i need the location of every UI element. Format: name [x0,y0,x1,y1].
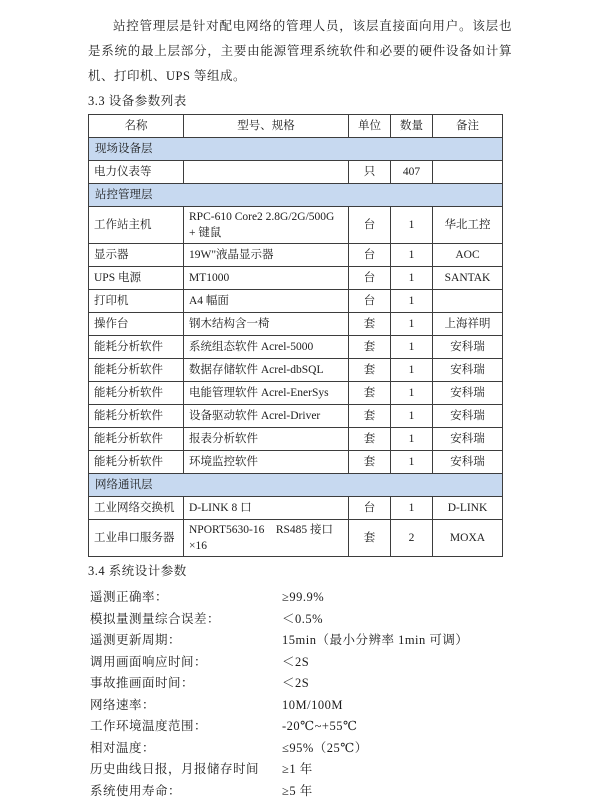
cell-qty: 1 [391,382,433,405]
cell-name: 显示器 [89,244,184,267]
cell-qty: 1 [391,359,433,382]
parameter-value: ＜2S [282,652,512,674]
parameter-label: 历史曲线日报，月报储存时间 [90,759,282,781]
parameter-label: 相对温度： [90,738,282,760]
cell-qty: 1 [391,497,433,520]
cell-qty: 1 [391,428,433,451]
cell-note: 安科瑞 [433,428,503,451]
parameter-label: 网络速率： [90,695,282,717]
cell-qty: 1 [391,451,433,474]
design-parameters-list [88,587,512,802]
parameter-label: 遥测更新周期： [90,630,282,652]
table-section-row [89,184,503,207]
cell-model: 19W"液晶显示器 [184,244,349,267]
cell-name: 能耗分析软件 [89,428,184,451]
cell-model: 环境监控软件 [184,451,349,474]
parameter-value: 15min（最小分辨率 1min 可调） [282,630,512,652]
parameter-row [90,609,512,631]
cell-name: 操作台 [89,313,184,336]
cell-note [433,290,503,313]
cell-unit: 台 [349,290,391,313]
table-row [89,405,503,428]
cell-unit: 台 [349,267,391,290]
cell-note: MOXA [433,520,503,557]
table-row [89,520,503,557]
cell-model: RPC-610 Core2 2.8G/2G/500G + 键鼠 [184,207,349,244]
cell-unit: 套 [349,428,391,451]
cell-model: 系统组态软件 Acrel-5000 [184,336,349,359]
table-row [89,497,503,520]
table-row [89,359,503,382]
cell-qty: 1 [391,336,433,359]
cell-unit: 套 [349,382,391,405]
cell-qty: 1 [391,244,433,267]
cell-model: 报表分析软件 [184,428,349,451]
cell-unit: 套 [349,359,391,382]
table-row [89,313,503,336]
cell-note: 安科瑞 [433,359,503,382]
parameter-row [90,738,512,760]
cell-note: 安科瑞 [433,336,503,359]
cell-name: 工作站主机 [89,207,184,244]
cell-name: 能耗分析软件 [89,359,184,382]
header-name: 名称 [89,115,184,138]
cell-unit: 只 [349,161,391,184]
cell-qty: 1 [391,405,433,428]
section-label: 站控管理层 [89,184,503,207]
cell-unit: 套 [349,405,391,428]
cell-model: D-LINK 8 口 [184,497,349,520]
cell-unit: 套 [349,520,391,557]
cell-name: 能耗分析软件 [89,336,184,359]
cell-note [433,161,503,184]
cell-unit: 套 [349,336,391,359]
cell-model: 钢木结构含一椅 [184,313,349,336]
section-34-heading: 3.4 系统设计参数 [88,561,512,581]
cell-note: 上海祥明 [433,313,503,336]
section-33-heading: 3.3 设备参数列表 [88,91,512,111]
table-row [89,207,503,244]
parameter-label: 事故推画面时间： [90,673,282,695]
cell-qty: 1 [391,207,433,244]
section-label: 网络通讯层 [89,474,503,497]
table-row [89,290,503,313]
parameter-value: ＜2S [282,673,512,695]
table-row [89,382,503,405]
parameter-value: -20℃~+55℃ [282,716,512,738]
cell-note: 安科瑞 [433,405,503,428]
cell-note: D-LINK [433,497,503,520]
parameter-row [90,716,512,738]
intro-paragraph: 站控管理层是针对配电网络的管理人员，该层直接面向用户。该层也是系统的最上层部分，主要由能源管理系统软件和必要的硬件设备如计算机、打印机、UPS 等组成。 [88,14,512,89]
cell-name: 电力仪表等 [89,161,184,184]
table-row [89,244,503,267]
parameter-row [90,695,512,717]
table-row [89,451,503,474]
cell-qty: 2 [391,520,433,557]
parameter-label: 工作环境温度范围： [90,716,282,738]
cell-name: 打印机 [89,290,184,313]
cell-model: A4 幅面 [184,290,349,313]
parameter-row [90,673,512,695]
cell-name: 工业网络交换机 [89,497,184,520]
cell-model: 数据存储软件 Acrel-dbSQL [184,359,349,382]
cell-qty: 1 [391,313,433,336]
parameter-value: ≥99.9% [282,587,512,609]
equipment-table-body [89,138,503,557]
cell-unit: 套 [349,451,391,474]
cell-note: 华北工控 [433,207,503,244]
table-row [89,336,503,359]
parameter-value: ≥5 年 [282,781,512,802]
cell-name: 能耗分析软件 [89,382,184,405]
cell-unit: 台 [349,497,391,520]
header-quantity: 数量 [391,115,433,138]
cell-note: 安科瑞 [433,382,503,405]
cell-qty: 1 [391,267,433,290]
parameter-label: 调用画面响应时间： [90,652,282,674]
cell-model: MT1000 [184,267,349,290]
table-header-row [89,115,503,138]
cell-name: 能耗分析软件 [89,405,184,428]
parameter-label: 模拟量测量综合误差： [90,609,282,631]
cell-unit: 套 [349,313,391,336]
cell-model: 设备驱动软件 Acrel-Driver [184,405,349,428]
table-section-row [89,474,503,497]
parameter-label: 遥测正确率： [90,587,282,609]
header-remark: 备注 [433,115,503,138]
cell-name: 工业串口服务器 [89,520,184,557]
cell-qty: 1 [391,290,433,313]
table-row [89,161,503,184]
equipment-parameter-table [88,114,503,557]
parameter-row [90,781,512,802]
parameter-row [90,759,512,781]
parameter-row [90,587,512,609]
cell-note: 安科瑞 [433,451,503,474]
table-section-row [89,138,503,161]
cell-unit: 台 [349,207,391,244]
parameter-row [90,652,512,674]
header-unit: 单位 [349,115,391,138]
parameter-label: 系统使用寿命： [90,781,282,802]
cell-name: 能耗分析软件 [89,451,184,474]
table-row [89,428,503,451]
section-label: 现场设备层 [89,138,503,161]
parameter-row [90,630,512,652]
cell-qty: 407 [391,161,433,184]
parameter-value: ≥1 年 [282,759,512,781]
cell-model [184,161,349,184]
cell-model: 电能管理软件 Acrel-EnerSys [184,382,349,405]
cell-model: NPORT5630-16 RS485 接口×16 [184,520,349,557]
cell-note: SANTAK [433,267,503,290]
document-content [88,14,512,802]
cell-note: AOC [433,244,503,267]
cell-unit: 台 [349,244,391,267]
table-row [89,267,503,290]
parameter-value: ＜0.5% [282,609,512,631]
parameter-value: 10M/100M [282,695,512,717]
cell-name: UPS 电源 [89,267,184,290]
parameter-value: ≤95%（25℃） [282,738,512,760]
header-model-spec: 型号、规格 [184,115,349,138]
